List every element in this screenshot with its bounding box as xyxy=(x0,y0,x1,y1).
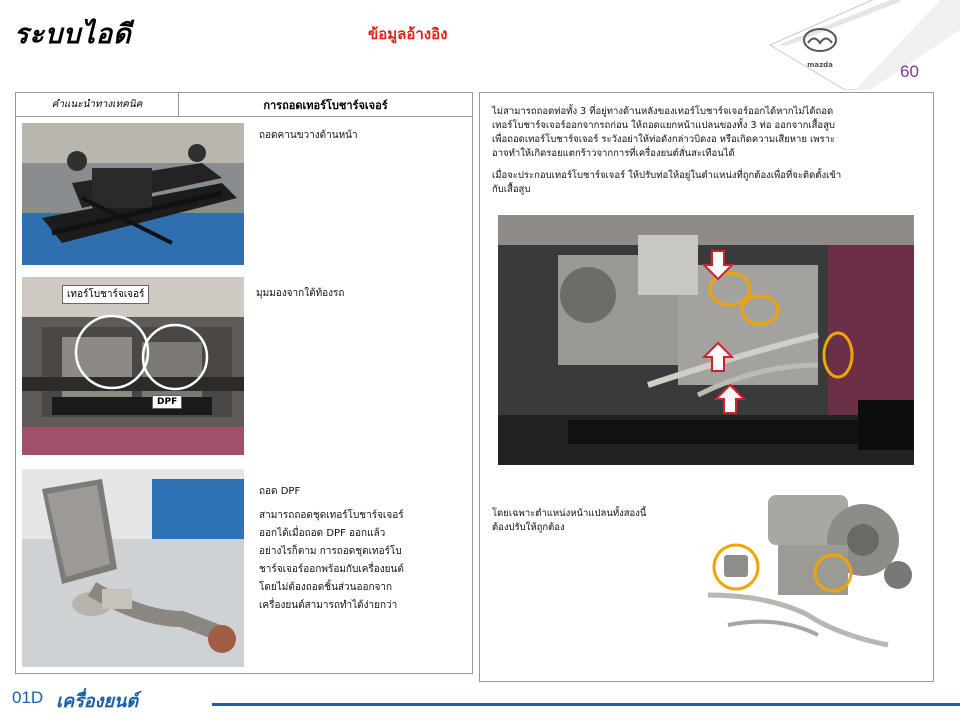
reassembly-text: เมื่อจะประกอบเทอร์โบชาร์จเจอร์ ให้ปรับท่อให้อยู่ในตำแหน่งที่ถูกต้องเพื่อที่จะติดตั้งเข้า กับเสื้อสูบ xyxy=(492,170,842,195)
dpf-removal-title: ถอด DPF xyxy=(259,486,301,497)
header-turbo-removal: การถอดเทอร์โบชาร์จเจอร์ xyxy=(263,98,388,112)
brand-text: mazda xyxy=(807,61,833,69)
turbo-pipes-panel xyxy=(479,92,934,682)
footer-divider xyxy=(212,703,960,706)
mazda-logo-band xyxy=(750,0,960,90)
dpf-photo xyxy=(22,469,244,667)
crossmember-caption: ถอดคานขวางด้านหน้า xyxy=(259,130,358,141)
page-number: 60 xyxy=(900,62,919,81)
dpf-label: DPF xyxy=(152,395,182,409)
pipes-warning-text: ไม่สามารถถอดท่อทั้ง 3 ที่อยู่ทางด้านหลังของเทอร์โบชาร์จเจอร์ออกได้หากไม่ได้ถอด เทอร์โบชาร์จเจอร์ออกจากรถก่อน ให้ถอดแยกหน้าแปลนของทั้ง 3 ท่อ ออกจากเสื้อสูบ เพื่อถอดเทอร์โบชาร์จเจอร์ ระวังอย่าให้ท่อดังกล่าวบิดงอ หรือเกิดความเสียหาย เพราะ อาจทำให้เกิดรอยแตกร้าวจากการที่เครื่องยนต์สั่นสะเทือนได้ xyxy=(492,106,836,159)
engine-bay-photo xyxy=(498,215,914,465)
section-title: เครื่องยนต์ xyxy=(56,691,139,712)
page-title: ระบบไอดี xyxy=(14,19,132,50)
header-technical-advice: คำแนะนำทางเทคนิค xyxy=(16,93,179,116)
reference-subtitle: ข้อมูลอ้างอิง xyxy=(368,25,448,43)
turbo-unit-photo xyxy=(688,485,928,663)
underbody-caption: มุมมองจากใต้ท้องรถ xyxy=(256,288,345,299)
crossmember-photo xyxy=(22,123,244,265)
technical-advice-panel xyxy=(15,92,473,674)
turbocharger-label: เทอร์โบชาร์จเจอร์ xyxy=(62,285,149,304)
dpf-removal-description: สามารถถอดชุดเทอร์โบชาร์จเจอร์ ออกได้เมื่อถอด DPF ออกแล้ว อย่างไรก็ตาม การถอดชุดเทอร์โบ ชาร์จเจอร์ออกพร้อมกับเครื่องยนต์ โดยไม่ต้องถอดชิ้นส่วนออกจาก เครื่องยนต์สามารถทำได้ง่ายกว่า xyxy=(259,510,404,611)
section-code: 01D xyxy=(12,688,44,707)
panel-header xyxy=(16,93,472,117)
flange-note: โดยเฉพาะตำแหน่งหน้าแปลนทั้งสองนี้ ต้องปรับให้ถูกต้อง xyxy=(492,508,647,533)
